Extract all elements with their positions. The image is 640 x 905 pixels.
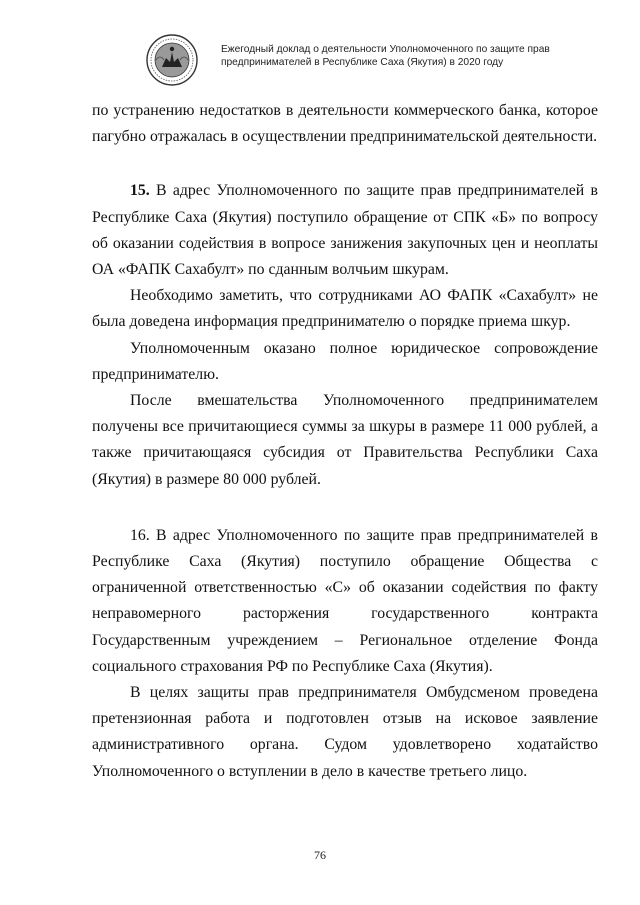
- item-number-15: 15.: [130, 182, 150, 200]
- coat-of-arms-sakha-icon: [146, 34, 198, 86]
- header-text: [221, 44, 601, 69]
- item-15-text: В адрес Уполномоченного по защите прав предпринимателей в Республике Саха (Якутия) поступило обращение от СПК «Б» по вопросу об оказании содействия в вопросе занижения закупочных цен и неоплаты ОА «ФАПК Сахабулт» по сданным волчьим шкурам.: [92, 182, 598, 279]
- header-line-2: предпринимателей в Республике Саха (Якутия) в 2020 году: [221, 56, 504, 68]
- paragraph-item-16-result: В целях защиты прав предпринимателя Омбудсменом проведена претензионная работа и подготовлен отзыв на исковое заявление административного органа. Судом удовлетворено ходатайство Уполномоченного о вступлении в дело в качестве третьего лицо.: [92, 684, 598, 780]
- paragraph-item-16: 16. В адрес Уполномоченного по защите прав предпринимателей в Республике Саха (Якутия) поступило обращение Общества с ограниченной ответственностью «С» об оказании содействия по факту неправомерного расторжения государственного контракта Государственным учреждением – Региональное отделение Фонда социального страхования РФ по Республике Саха (Якутия).: [92, 526, 598, 675]
- paragraph-item-15-note: Необходимо заметить, что сотрудниками АО ФАПК «Сахабулт» не была доведена информация предпринимателю о порядке приема шкур.: [92, 287, 598, 331]
- paragraph-item-15-result: После вмешательства Уполномоченного предпринимателем получены все причитающиеся суммы за шкуры в размере 11 000 рублей, а также причитающаяся субсидия от Правительства Республики Саха (Якутия) в размере 80 000 рублей.: [92, 392, 598, 488]
- page-header: [128, 34, 598, 84]
- paragraph-item-15: [92, 178, 598, 283]
- paragraph-item-15-support: Уполномоченным оказано полное юридическое сопровождение предпринимателю.: [92, 339, 598, 383]
- header-line-1: Ежегодный доклад о деятельности Уполномоченного по защите прав: [221, 44, 550, 55]
- page-number: 76: [314, 848, 326, 862]
- document-body: [92, 98, 598, 785]
- paragraph-continuation: по устранению недостатков в деятельности коммерческого банка, которое пагубно отражалась в осуществлении предпринимательской деятельности.: [92, 102, 598, 146]
